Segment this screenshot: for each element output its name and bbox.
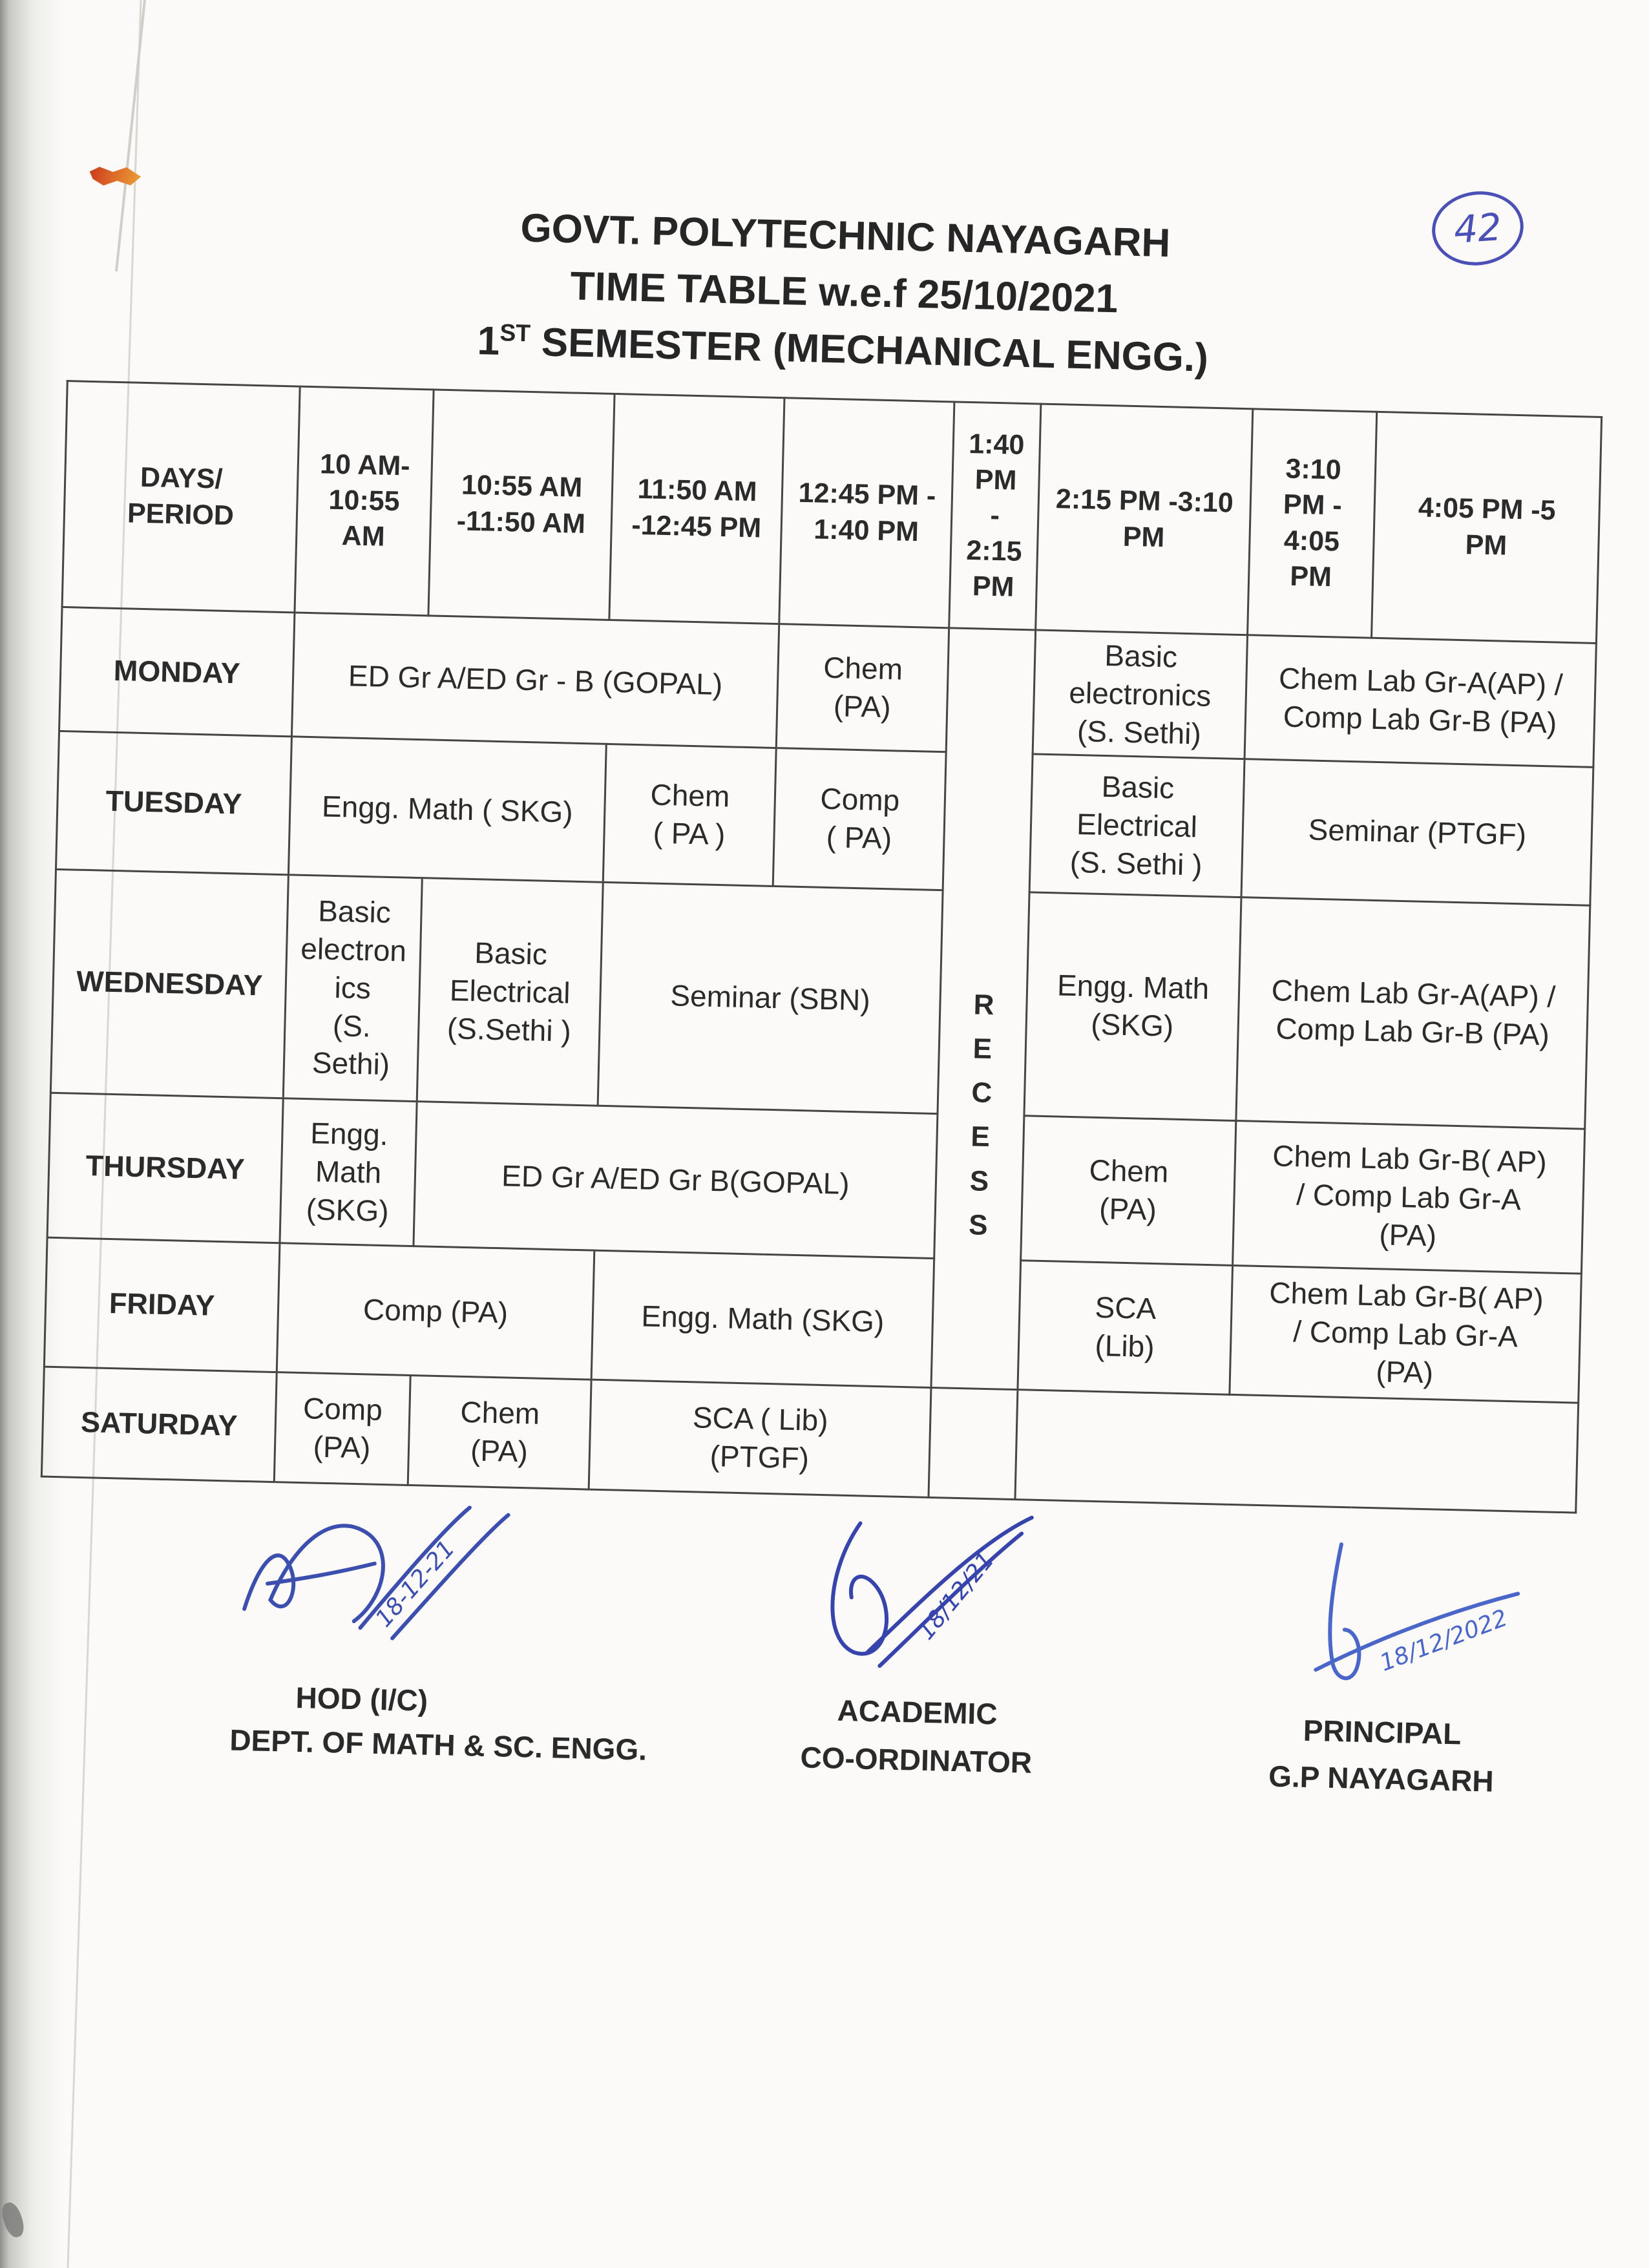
day-label-wednesday: WEDNESDAY (50, 869, 288, 1098)
cell-tue-3: Basic Electrical (S. Sethi ) (1029, 754, 1245, 898)
signature-hod-date: 18-12-21 (370, 1535, 461, 1633)
signature-hod-role: HOD (I/C) (295, 1680, 428, 1717)
cell-wed-2: Seminar (SBN) (598, 882, 943, 1113)
signature-academic-role1: ACADEMIC (837, 1693, 998, 1731)
title-line-2: TIME TABLE w.e.f 25/10/2021 (569, 264, 1119, 322)
signature-hod-ink (227, 1486, 580, 1688)
cell-wed-0: Basic electron ics (S. Sethi) (283, 874, 422, 1101)
cell-sat-2: SCA ( Lib) (PTGF) (589, 1380, 931, 1497)
signature-principal-org: G.P NAYAGARH (1268, 1759, 1495, 1798)
cell-fri-2: SCA (Lib) (1018, 1260, 1233, 1394)
signature-principal-date: 18/12/2022 (1376, 1604, 1511, 1677)
period-header-days: DAYS/ PERIOD (62, 381, 300, 613)
day-label-monday: MONDAY (59, 607, 295, 736)
cell-fri-0: Comp (PA) (277, 1243, 594, 1379)
cell-mon-0: ED Gr A/ED Gr - B (GOPAL) (291, 613, 779, 748)
day-label-thursday: THURSDAY (47, 1093, 283, 1243)
cell-tue-2: Comp ( PA) (773, 748, 946, 890)
period-header-recess: 1:40 PM - 2:15 PM (949, 402, 1041, 630)
cell-thu-1: ED Gr A/ED Gr B(GOPAL) (414, 1101, 938, 1258)
cell-tue-4: Seminar (PTGF) (1241, 759, 1593, 905)
cell-sat-1: Chem (PA) (408, 1375, 591, 1489)
header-row (62, 381, 1602, 644)
document-title (412, 198, 1276, 388)
day-label-friday: FRIDAY (44, 1237, 280, 1372)
cell-thu-2: Chem (PA) (1021, 1115, 1236, 1265)
cell-mon-2: Basic electronics (S. Sethi) (1033, 630, 1247, 759)
period-header-8: 4:05 PM -5 PM (1371, 412, 1601, 643)
timetable (41, 380, 1602, 1513)
cell-thu-3: Chem Lab Gr-B( AP) / Comp Lab Gr-A (PA) (1233, 1120, 1585, 1274)
recess-label: RECESS (968, 989, 995, 1241)
cell-sat-0: Comp (PA) (274, 1372, 410, 1485)
signature-hod-dept: DEPT. OF MATH & SC. ENGG. (229, 1723, 647, 1767)
signature-academic-date: 18/12/21 (912, 1547, 1000, 1645)
cell-tue-1: Chem ( PA ) (603, 744, 776, 886)
row-wednesday (50, 869, 1590, 1129)
title-line-1: GOVT. POLYTECHNIC NAYAGARH (520, 205, 1171, 266)
cell-fri-1: Engg. Math (SKG) (591, 1250, 934, 1387)
cell-thu-0: Engg. Math (SKG) (280, 1098, 417, 1246)
cell-tue-0: Engg. Math ( SKG) (288, 737, 606, 882)
period-header-4: 12:45 PM - 1:40 PM (779, 398, 954, 628)
day-label-saturday: SATURDAY (41, 1367, 277, 1482)
cell-wed-1: Basic Electrical (S.Sethi ) (417, 877, 603, 1106)
cell-fri-3: Chem Lab Gr-B( AP) / Comp Lab Gr-A (PA) (1230, 1265, 1582, 1403)
signature-principal-role: PRINCIPAL (1303, 1713, 1462, 1751)
signature-principal-ink (1254, 1529, 1555, 1705)
period-header-7: 3:10 PM - 4:05 PM (1248, 409, 1377, 638)
signature-academic-ink (795, 1499, 1109, 1700)
title-line-3: 1ST SEMESTER (MECHANICAL ENGG.) (476, 319, 1209, 381)
cell-sat-afternoon-empty (1015, 1389, 1579, 1512)
cell-mon-1: Chem (PA) (776, 624, 949, 752)
cell-wed-3: Engg. Math (SKG) (1024, 892, 1241, 1120)
day-label-tuesday: TUESDAY (56, 731, 292, 874)
period-header-1: 10 AM- 10:55 AM (295, 386, 434, 616)
cell-sat-recess-empty (929, 1387, 1018, 1499)
signature-academic-role2: CO-ORDINATOR (800, 1740, 1033, 1780)
period-header-3: 11:50 AM -12:45 PM (609, 394, 784, 624)
page-number-text: 42 (1452, 205, 1503, 252)
cell-wed-4: Chem Lab Gr-A(AP) / Comp Lab Gr-B (PA) (1236, 897, 1590, 1129)
handwritten-circled-page-number (1427, 185, 1528, 271)
period-header-2: 10:55 AM -11:50 AM (428, 390, 614, 620)
period-header-6: 2:15 PM -3:10 PM (1036, 404, 1253, 635)
cell-mon-3: Chem Lab Gr-A(AP) / Comp Lab Gr-B (PA) (1245, 635, 1596, 767)
